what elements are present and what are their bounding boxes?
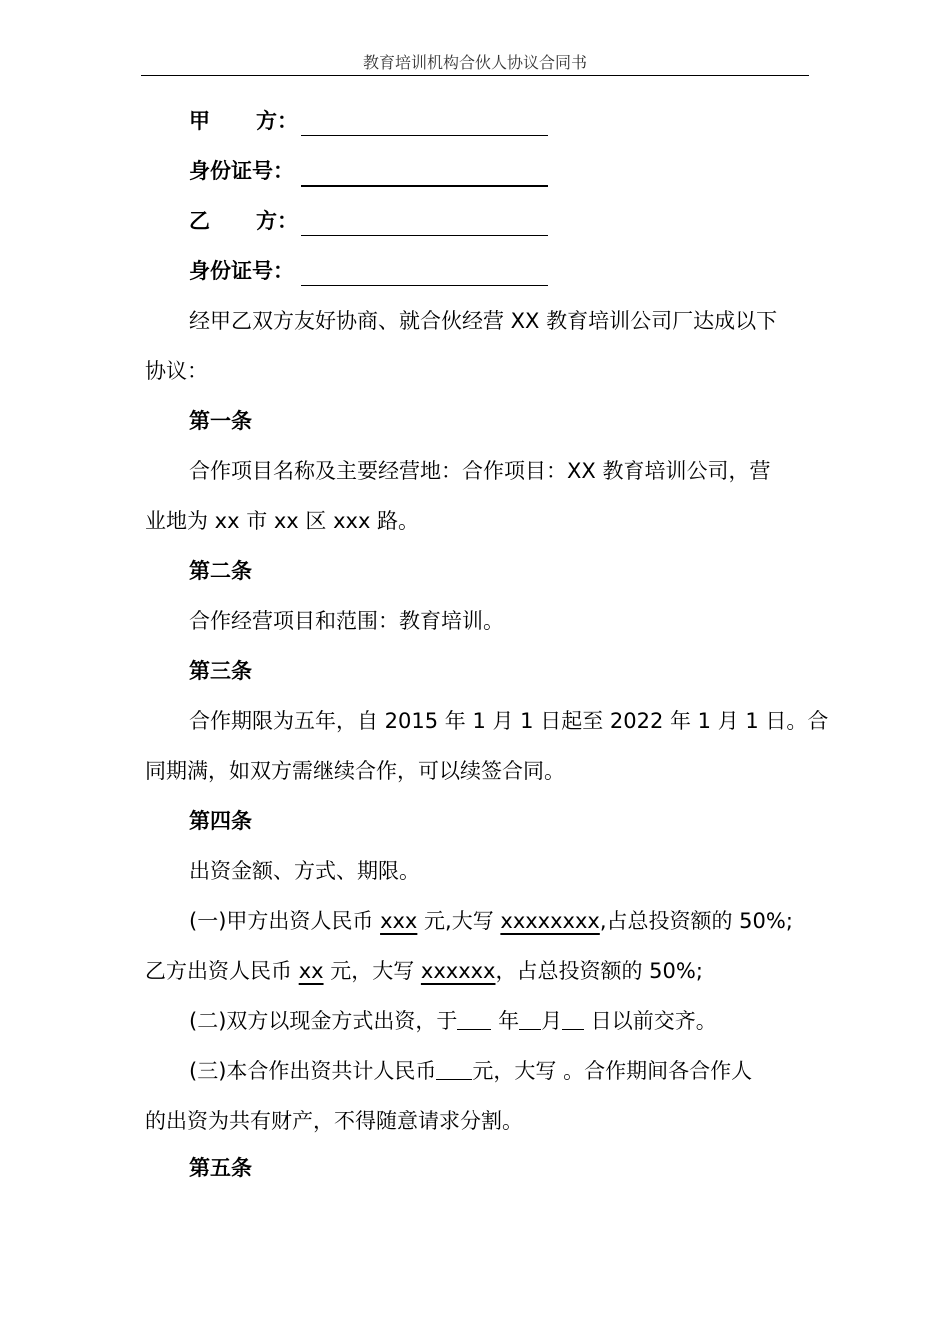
month-blank [519,1007,541,1030]
article-4-item-3-line-2: 的出资为共有财产，不得随意请求分割。 [145,1109,523,1133]
item-2-text-d: 日以前交齐。 [584,1009,717,1033]
item-1-text-a: (一)甲方出资人民币 [189,909,381,933]
article-3-line-1: 合作期限为五年，自 2015 年 1 月 1 日起至 2022 年 1 月 1 日。合 [189,709,829,733]
party-a-label-first: 甲 [189,109,210,133]
party-b-id-field [189,256,811,286]
party-b-blank [301,235,548,236]
article-3-title: 第三条 [189,659,252,683]
item-1b-text-a: 乙方出资人民币 [145,959,299,983]
item-1-upper-amount: xxxxxxxx [500,909,600,933]
item-1-text-c: ,占总投资额的 50%; [599,909,793,933]
article-2-line-1: 合作经营项目和范围：教育培训。 [189,609,504,633]
party-b-id-label: 身份证号： [189,259,294,283]
article-3-line-2: 同期满，如双方需继续合作，可以续签合同。 [145,759,565,783]
item-2-text-b: 年 [491,1009,520,1033]
party-b-id-blank [301,285,548,286]
article-4-item-3 [189,1056,811,1086]
item-3-text-a: (三)本合作出资共计人民币 [189,1059,437,1083]
article-4-item-2 [189,1006,811,1036]
party-b-field [189,206,811,236]
item-1b-upper-amount: xxxxxx [420,959,496,983]
item-1-amount: xxx [380,909,418,933]
intro-line-2: 协议： [145,359,208,383]
item-1b-text-b: 元，大写 [323,959,421,983]
party-b-label-first: 乙 [189,209,210,233]
item-2-text-c: 月 [541,1009,563,1033]
article-5-title: 第五条 [189,1156,252,1180]
article-1-title: 第一条 [189,409,252,433]
year-blank [457,1007,491,1030]
intro-line-1: 经甲乙双方友好协商、就合伙经营 XX 教育培训公司厂达成以下 [189,309,778,333]
party-a-label-second: 方： [256,109,298,133]
article-2-title: 第二条 [189,559,252,583]
article-4-item-1 [189,906,811,936]
item-2-text-a: (二)双方以现金方式出资，于 [189,1009,458,1033]
party-b-label-second: 方： [256,209,298,233]
article-4-line-1: 出资金额、方式、期限。 [189,859,420,883]
party-a-id-field [189,156,811,186]
party-a-field [189,106,811,136]
item-1b-text-c: ，占总投资额的 50%; [495,959,703,983]
article-4-item-1b [145,956,811,986]
party-a-id-blank [301,185,548,187]
article-4-title: 第四条 [189,809,252,833]
page-header-title: 教育培训机构合伙人协议合同书 [362,53,587,72]
total-amount-blank [436,1057,472,1080]
article-1-line-2: 业地为 xx 市 xx 区 xxx 路。 [145,509,420,533]
header-rule [141,75,809,76]
day-blank [562,1007,584,1030]
article-1-line-1: 合作项目名称及主要经营地：合作项目：XX 教育培训公司，营 [189,459,771,483]
party-a-id-label: 身份证号： [189,159,294,183]
party-a-blank [301,135,548,136]
item-1-text-b: 元,大写 [417,909,501,933]
item-1b-amount: xx [298,959,324,983]
item-3-text-b: 元，大写 。合作期间各合作人 [472,1059,753,1083]
